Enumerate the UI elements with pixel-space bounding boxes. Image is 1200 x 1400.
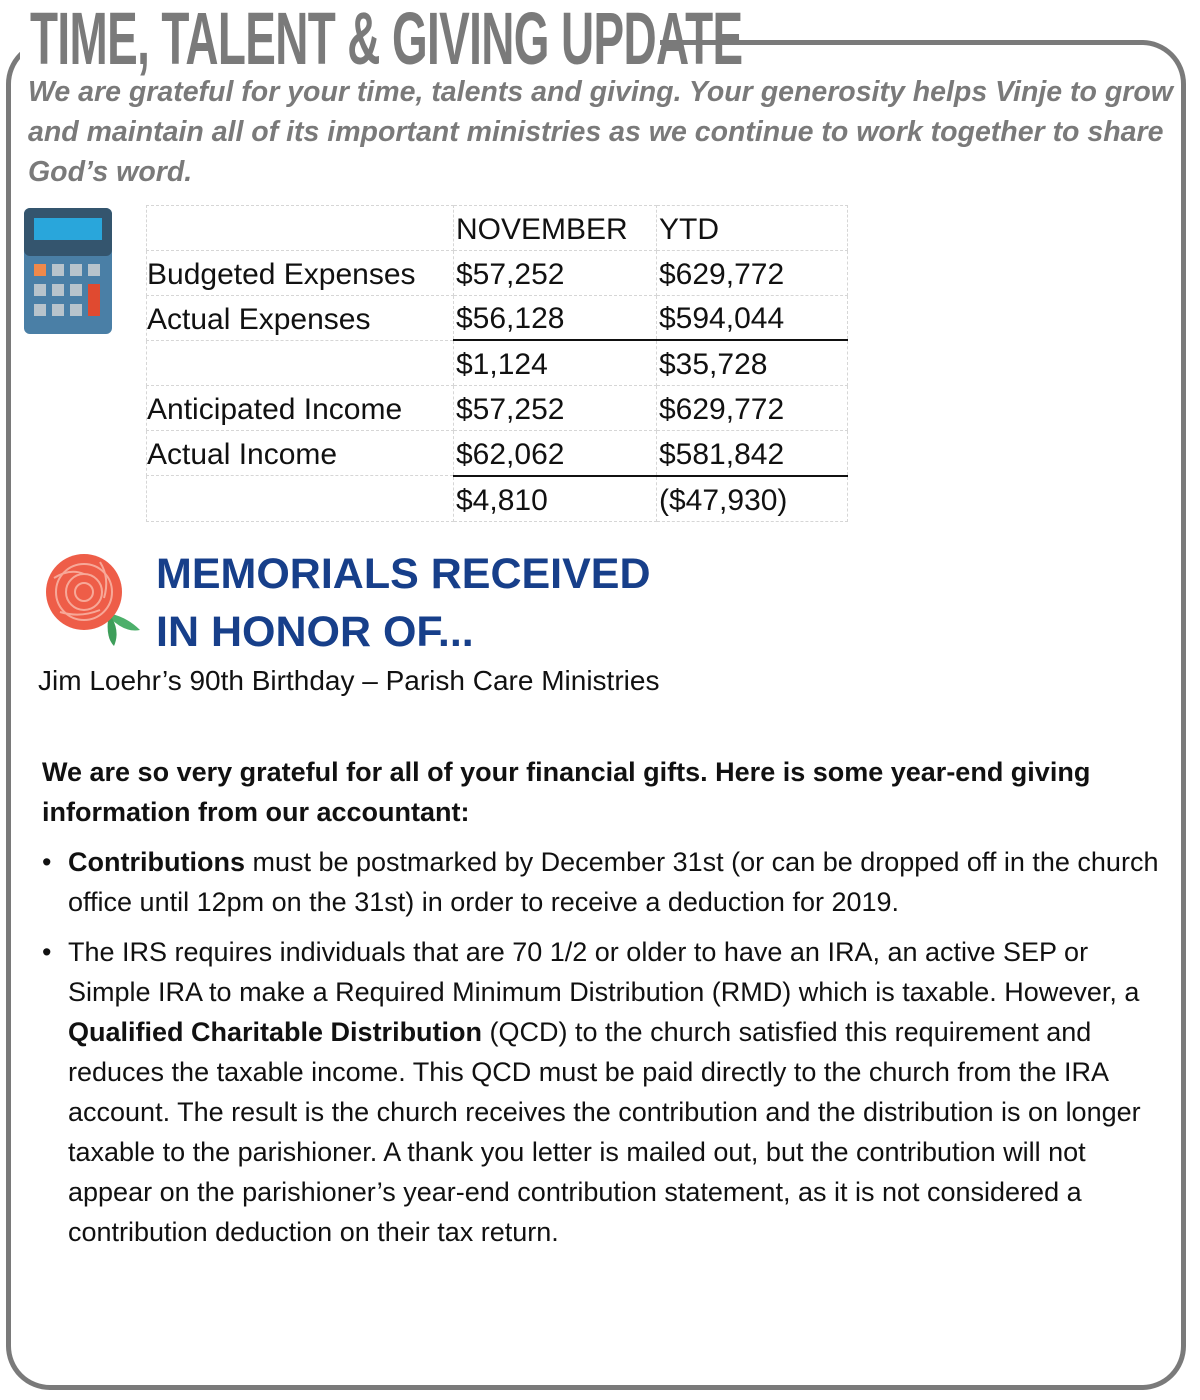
table-row <box>147 295 848 340</box>
memorials-heading-line2: IN HONOR OF... <box>156 608 474 656</box>
row-label: Actual Expenses <box>147 295 454 340</box>
ytd-value: $629,772 <box>657 250 848 295</box>
row-label <box>147 476 454 521</box>
bullet-text: must be postmarked by December 31st (or can be dropped off in the church office until 12pm on the 31st) in order to receive a deduction for 2019. <box>68 847 1159 917</box>
list-item <box>42 842 1162 922</box>
ytd-value: ($47,930) <box>657 476 848 521</box>
table-row-difference <box>147 476 848 521</box>
giving-bullet-list <box>42 842 1162 1262</box>
table-row <box>147 430 848 475</box>
row-label <box>147 340 454 385</box>
ytd-value: $629,772 <box>657 386 848 431</box>
table-header-row <box>147 206 848 251</box>
november-value: $57,252 <box>454 386 657 431</box>
table-row <box>147 386 848 431</box>
bullet-bold-term: Qualified Charitable Distribution <box>68 1017 483 1047</box>
bullet-icon: • <box>42 847 52 877</box>
page-title: TIME, TALENT & GIVING UPDATE <box>30 0 743 80</box>
ytd-value: $35,728 <box>657 340 848 385</box>
header-cell-ytd: YTD <box>657 206 848 251</box>
bullet-bold-term: Contributions <box>68 847 245 877</box>
rose-icon <box>40 548 150 648</box>
memorials-heading <box>156 545 651 661</box>
november-value: $56,128 <box>454 295 657 340</box>
row-label: Budgeted Expenses <box>147 250 454 295</box>
table-row-difference <box>147 340 848 385</box>
memorial-entry: Jim Loehr’s 90th Birthday – Parish Care Ministries <box>38 665 660 696</box>
november-value: $4,810 <box>454 476 657 521</box>
row-label: Actual Income <box>147 430 454 475</box>
list-item <box>42 932 1162 1252</box>
header-cell <box>147 206 454 251</box>
row-label: Anticipated Income <box>147 386 454 431</box>
header-cell-november: NOVEMBER <box>454 206 657 251</box>
memorials-heading-line1: MEMORIALS RECEIVED <box>156 550 651 598</box>
bullet-icon: • <box>42 937 52 967</box>
november-value: $62,062 <box>454 430 657 475</box>
november-value: $1,124 <box>454 340 657 385</box>
intro-text: We are grateful for your time, talents and giving. Your generosity helps Vinje to grow and maintain all of its important ministries as we continue to work together to share God’s word. <box>28 76 1173 188</box>
table-row <box>147 250 848 295</box>
november-value: $57,252 <box>454 250 657 295</box>
finance-table <box>146 205 848 522</box>
giving-intro: We are so very grateful for all of your financial gifts. Here is some year-end giving information from our accountant: <box>42 757 1091 827</box>
ytd-value: $594,044 <box>657 295 848 340</box>
bullet-text: (QCD) to the church satisfied this requirement and reduces the taxable income. This QCD must be paid directly to the church from the IRA account. The result is the church receives the contribution and the distribution is on longer taxable to the parishioner. A thank you letter is mailed out, but the contribution will not appear on the parishioner’s year-end contribution statement, as it is not considered a contribution deduction on their tax return. <box>68 1017 1141 1247</box>
ytd-value: $581,842 <box>657 430 848 475</box>
bullet-text: The IRS requires individuals that are 70 1/2 or older to have an IRA, an active SEP or Simple IRA to make a Required Minimum Distribution (RMD) which is taxable. However, a <box>68 937 1140 1007</box>
calculator-icon <box>24 208 112 336</box>
